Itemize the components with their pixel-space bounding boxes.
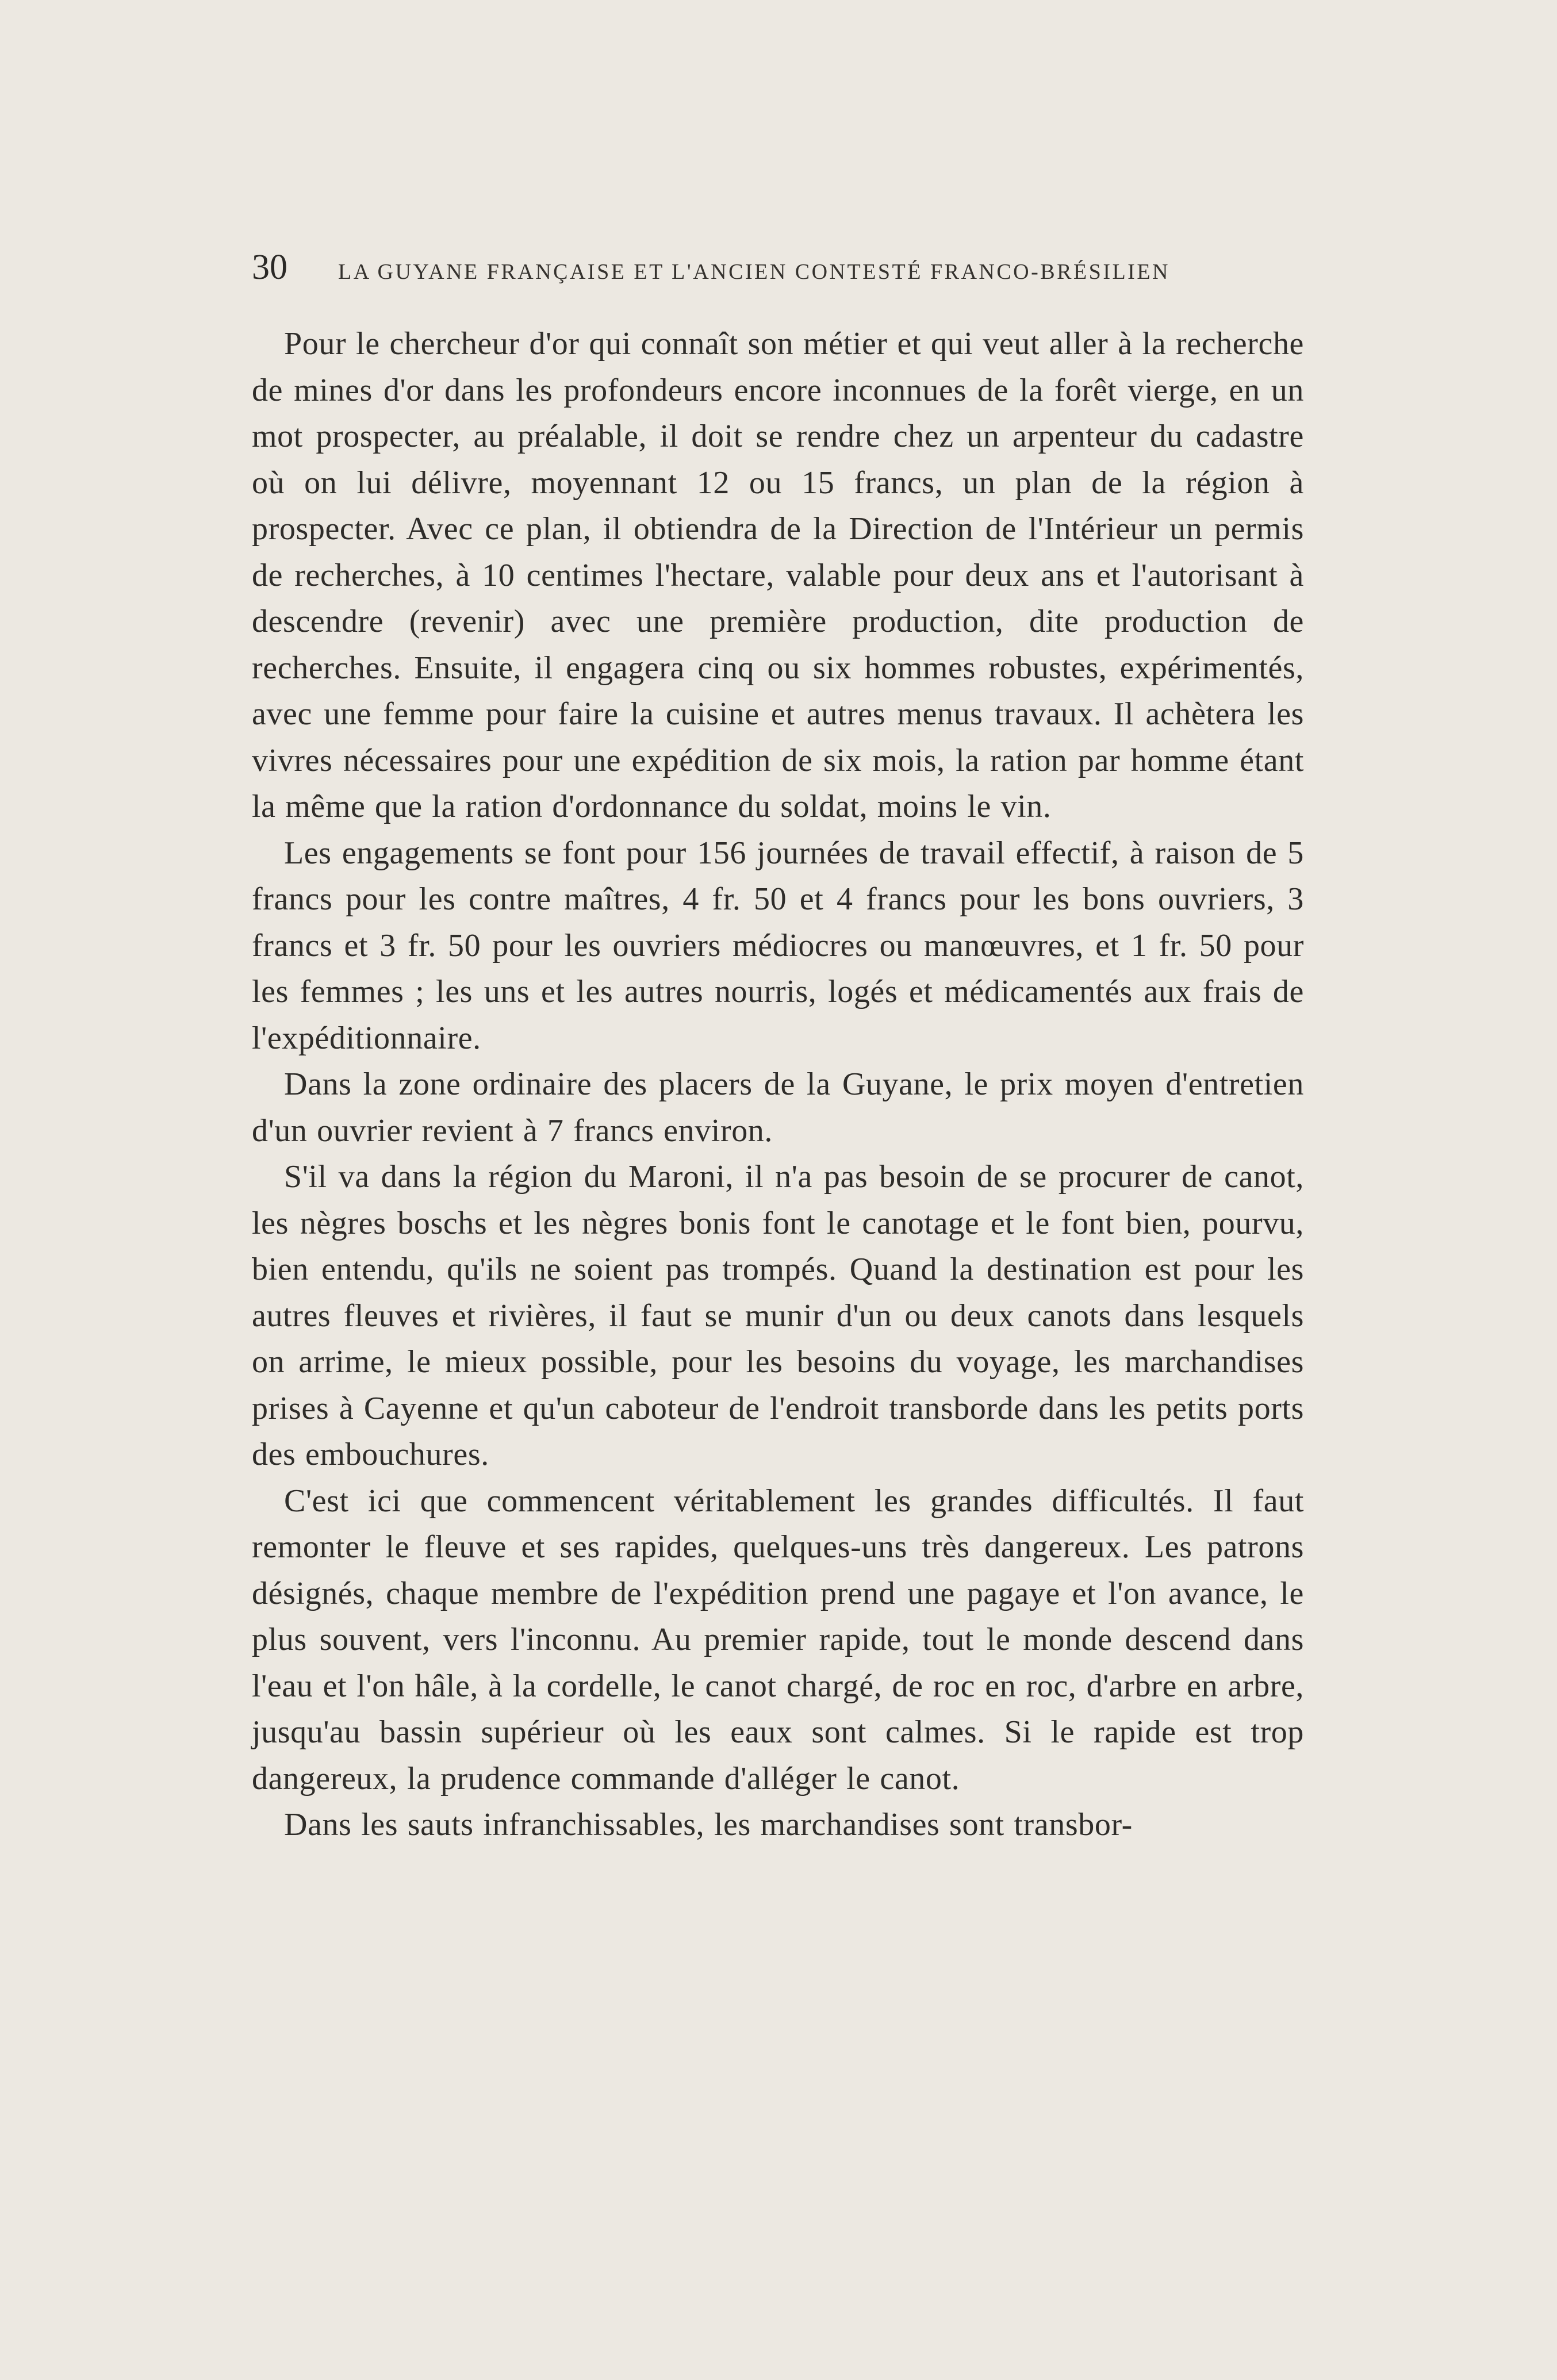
paragraph-4: S'il va dans la région du Maroni, il n'a pas besoin de se procurer de canot, les nègres boschs et les nègres bonis font le canotage et le font bien, pourvu, bien entendu, qu'ils ne soient pas trompés. Quand la destination est pour les autres fleuves et rivières, il faut se munir d'un ou deux canots dans lesquels on arrime, le mieux possible, pour les besoins du voyage, les marchandises prises à Cayenne et qu'un caboteur de l'endroit transborde dans les petits ports des embouchures. — [252, 1159, 1304, 1472]
page-number: 30 — [252, 248, 287, 287]
paragraph-5: C'est ici que commencent véritablement les grandes difficultés. Il faut remonter le fleuve et ses rapides, quelques-uns très dangereux. Les patrons désignés, chaque membre de l'expédition prend une pagaye et l'on avance, le plus souvent, vers l'inconnu. Au premier rapide, tout le monde descend dans l'eau et l'on hâle, à la cordelle, le canot chargé, de roc en roc, d'arbre en arbre, jusqu'au bassin supérieur où les eaux sont calmes. Si le rapide est trop dangereux, la prudence commande d'alléger le canot. — [252, 1483, 1304, 1796]
page-header — [252, 241, 1310, 293]
paragraph-3: Dans la zone ordinaire des placers de la Guyane, le prix moyen d'entretien d'un ouvrier revient à 7 francs environ. — [252, 1066, 1304, 1149]
running-title: LA GUYANE FRANÇAISE ET L'ANCIEN CONTESTÉ FRANCO-BRÉSILIEN — [338, 260, 1170, 284]
paragraph-6: Dans les sauts infranchissables, les marchandises sont transbor- — [284, 1807, 1133, 1842]
paragraph-1: Pour le chercheur d'or qui connaît son métier et qui veut aller à la recherche de mines d'or dans les profondeurs encore inconnues de la forêt vierge, en un mot prospecter, au préalable, il doit se rendre chez un arpenteur du cadastre où on lui délivre, moyennant 12 ou 15 francs, un plan de la région à prospecter. Avec ce plan, il obtiendra de la Direction de l'Intérieur un permis de recherches, à 10 centimes l'hectare, valable pour deux ans et l'autorisant à descendre (revenir) avec une première production, dite production de recherches. Ensuite, il engagera cinq ou six hommes robustes, expérimentés, avec une femme pour faire la cuisine et autres menus travaux. Il achètera les vivres nécessaires pour une expédition de six mois, la ration par homme étant la même que la ration d'ordonnance du soldat, moins le vin. — [252, 326, 1304, 824]
paragraph-2: Les engagements se font pour 156 journées de travail effectif, à raison de 5 francs pour les contre maîtres, 4 fr. 50 et 4 francs pour les bons ouvriers, 3 francs et 3 fr. 50 pour les ouvriers médiocres ou manœuvres, et 1 fr. 50 pour les femmes ; les uns et les autres nourris, logés et médicamentés aux frais de l'expéditionnaire. — [252, 835, 1304, 1056]
body-text — [252, 321, 1304, 1848]
